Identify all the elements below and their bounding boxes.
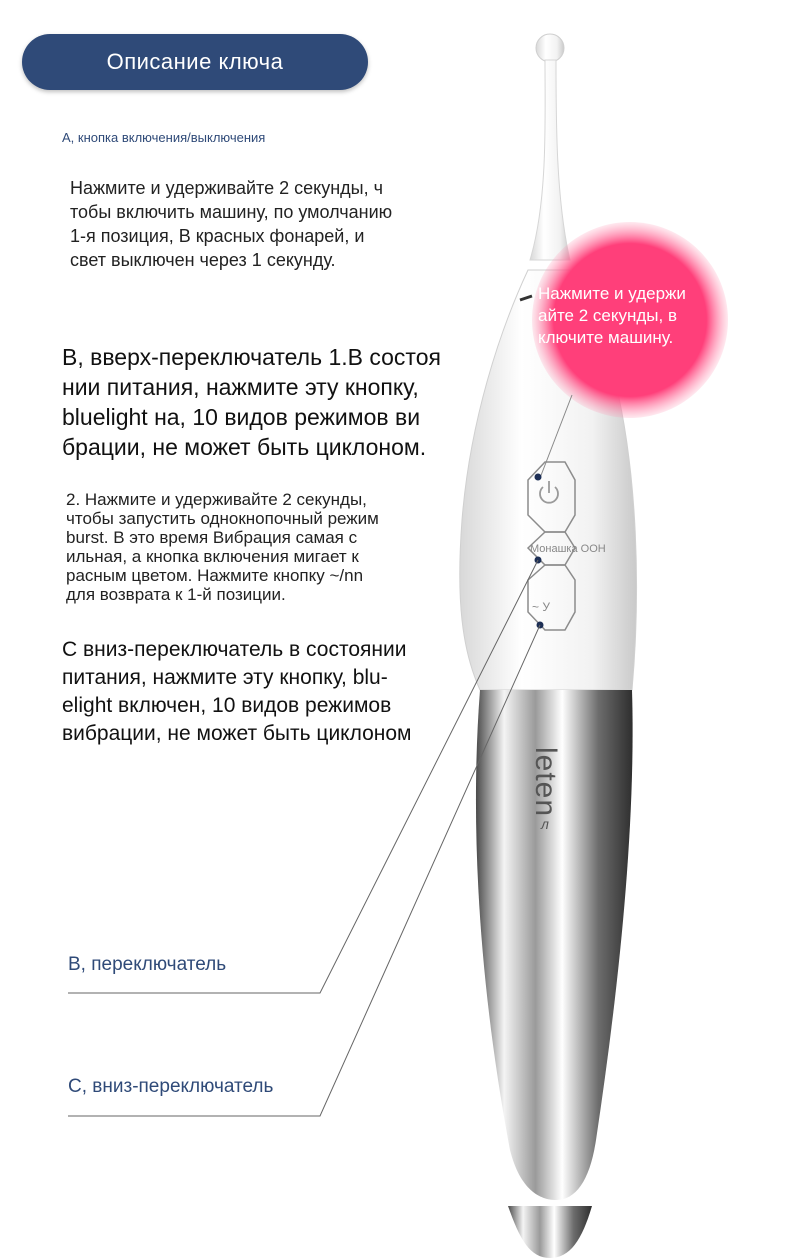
callout-c-label: C, вниз-переключатель [68, 1076, 274, 1097]
device-tip [536, 34, 564, 62]
button-up-symbol: ~ У [532, 600, 550, 614]
device-neck [530, 60, 570, 260]
callout-b-label: B, переключатель [68, 954, 227, 975]
section-b-text: B, вверх-переключатель 1.В состоя нии питания, нажмите эту кнопку, bluelight на, 10 видов режимов ви брации, не может быть циклоном. [62, 344, 441, 460]
section-a-text: Нажмите и удерживайте 2 секунды, ч тобы включить машину, по умолчанию 1-я позиция, В красных фонарей, и свет выключен через 1 секунду. [70, 178, 393, 270]
section-c-text: C вниз-переключатель в состоянии питания, нажмите эту кнопку, blu- elight включен, 10 видов режимов вибрации, не может быть циклоном [62, 638, 412, 745]
section-b-text-2: 2. Нажмите и удерживайте 2 секунды, чтобы запустить однокнопочный режим burst. В это время Вибрация самая с ильная, а кнопка включения мигает к расным цветом. Нажмите кнопку ~/nn для возврата к 1-й позиции. [66, 490, 379, 604]
brand-logo: leten [529, 746, 563, 818]
header-title: Описание ключа [22, 34, 368, 90]
device-chrome-bottom [508, 1206, 592, 1258]
section-a-label: A, кнопка включения/выключения [62, 130, 266, 145]
button-a-dot [535, 474, 542, 481]
pink-bubble-text: Нажмите и удержи айте 2 секунды, в ключите машину. [538, 284, 686, 347]
device-small-text: Монашка ООН [530, 543, 606, 555]
brand-mark: л [541, 816, 549, 832]
